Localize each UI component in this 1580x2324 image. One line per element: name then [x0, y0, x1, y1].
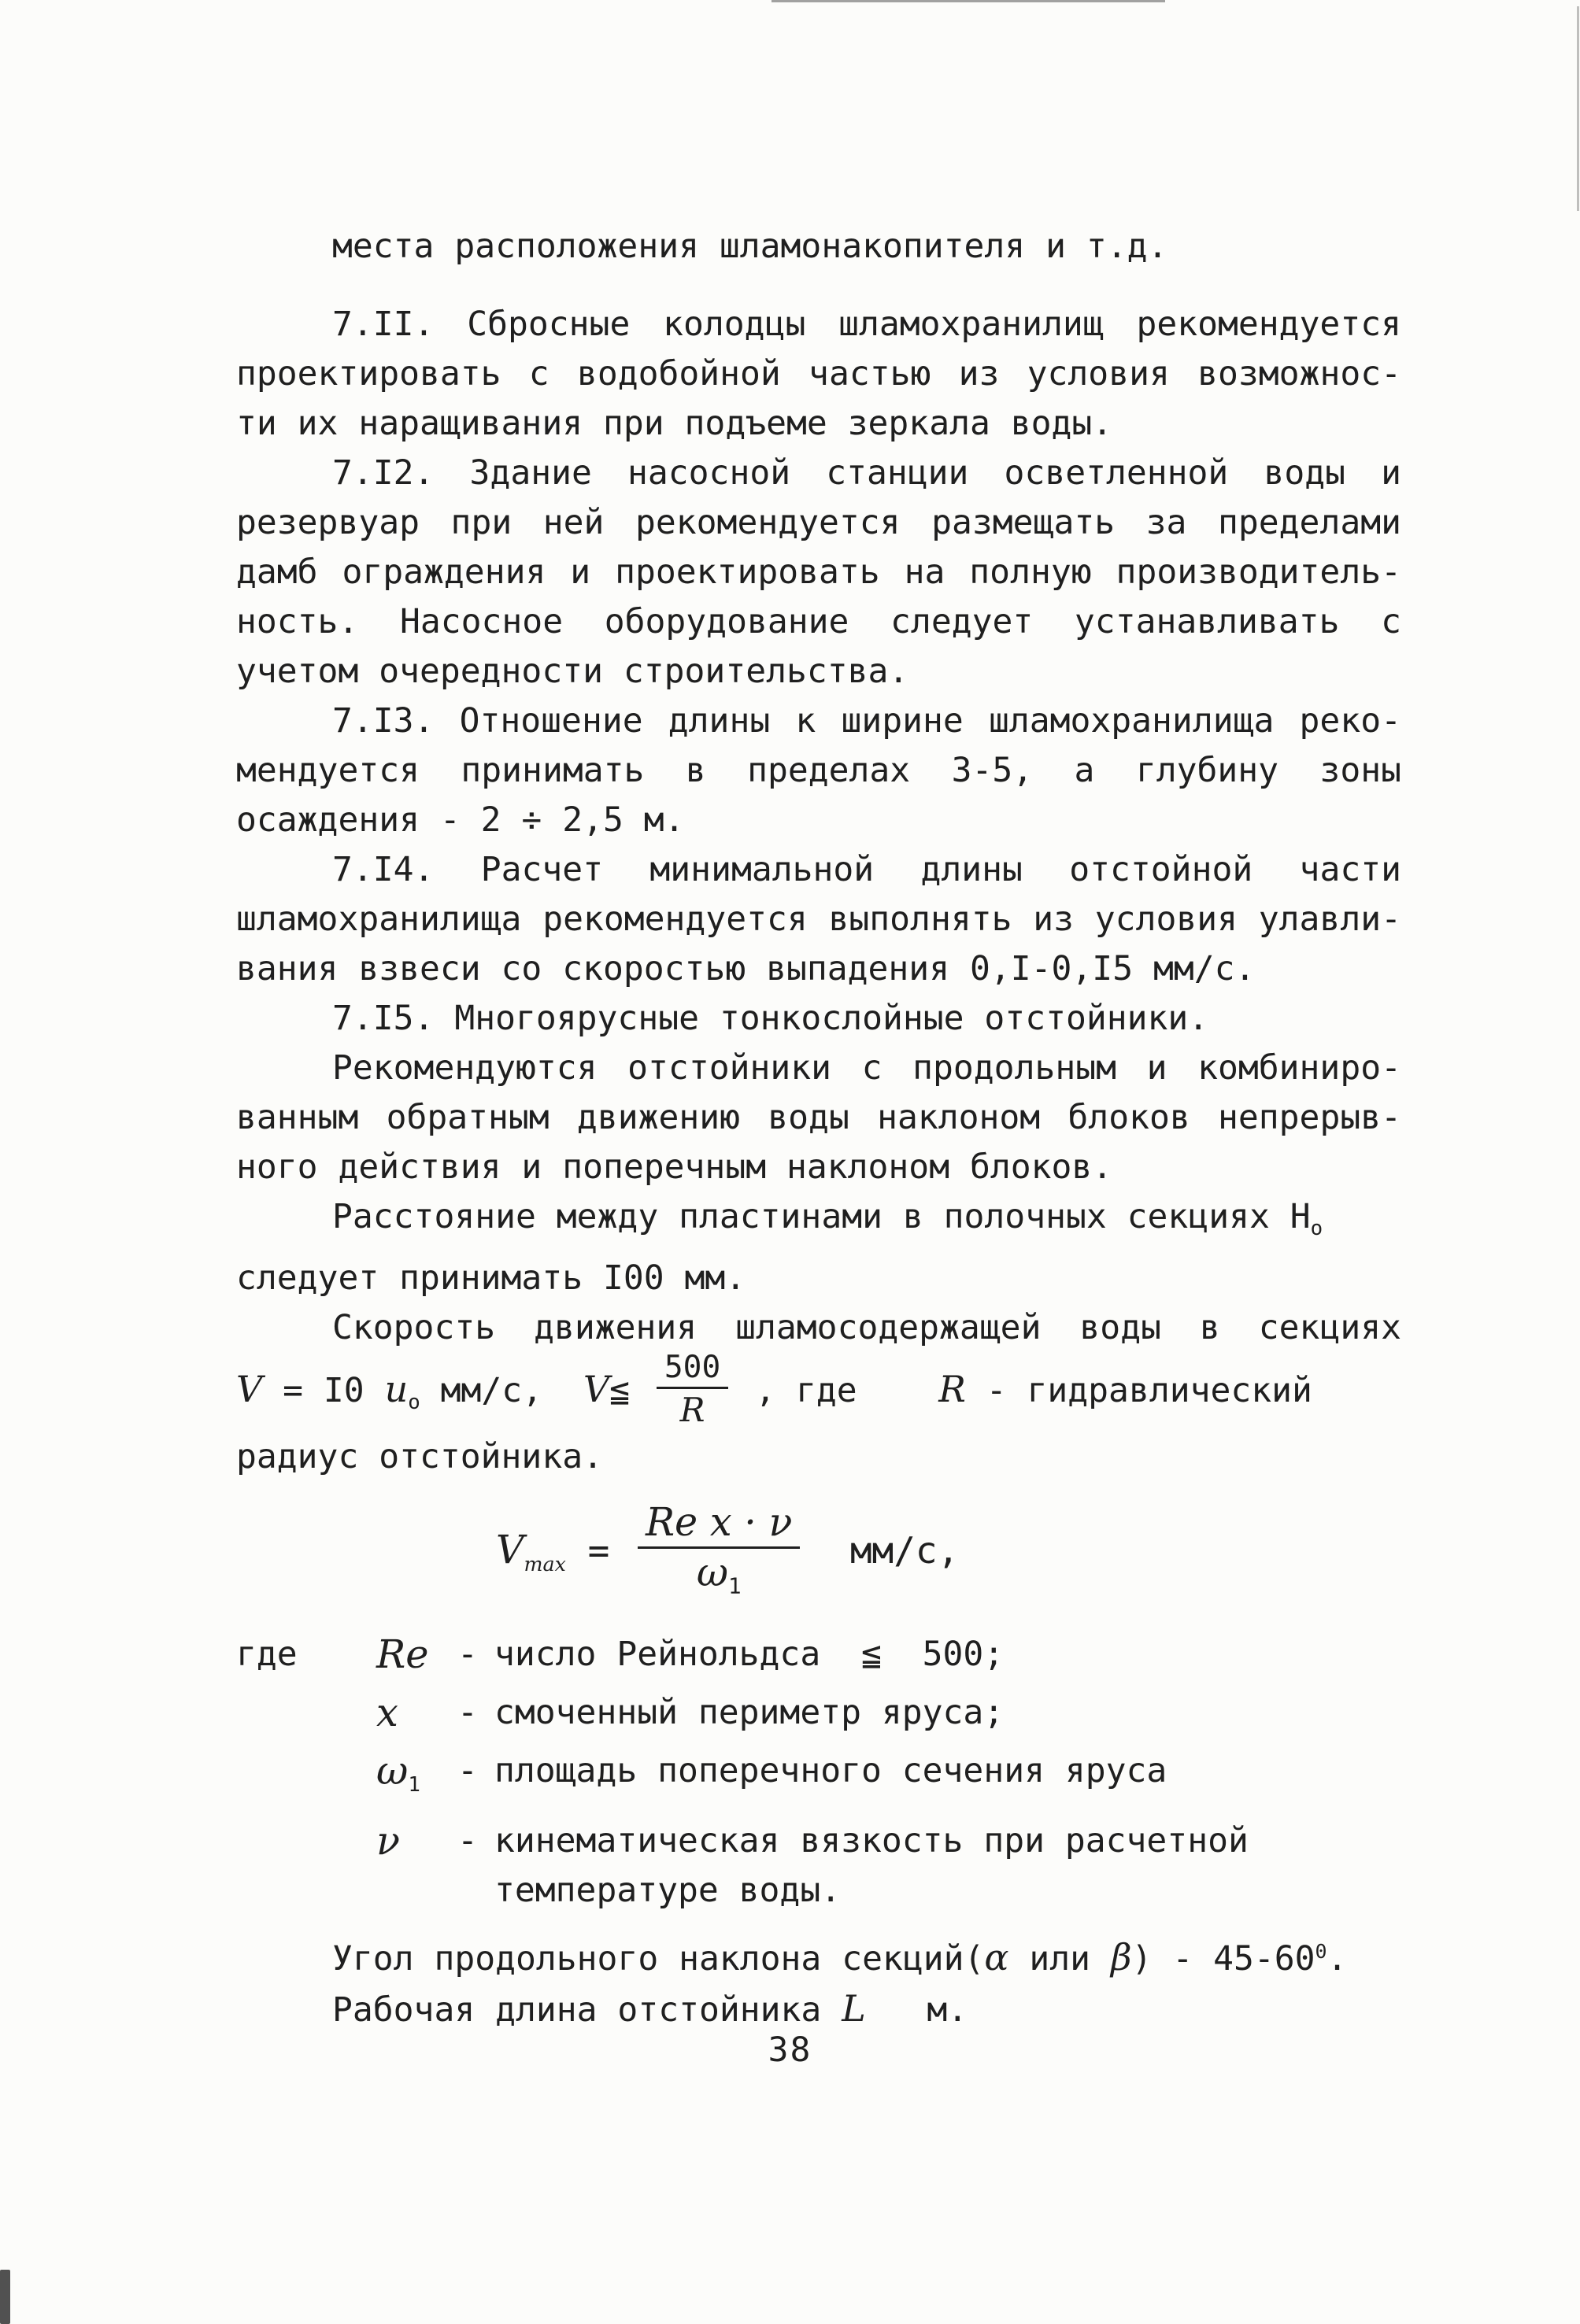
symbol-definitions [236, 1630, 1401, 1916]
math-symbol [376, 1630, 457, 1682]
scan-artifact [771, 0, 1165, 2]
text-run: или [1008, 1939, 1111, 1979]
dash: - [457, 1635, 478, 1675]
paragraph [236, 845, 1401, 994]
definition-text [494, 1630, 1401, 1682]
text-run: 7.II. Сбросные колодцы шламохранилищ рекомендуется [332, 305, 1401, 344]
text-run: Скорость движения шламосодержащей воды в секциях [332, 1308, 1401, 1348]
fraction [638, 1498, 800, 1599]
scan-artifact [1577, 6, 1579, 211]
fraction-denominator [680, 1389, 705, 1428]
text-line [236, 796, 1401, 845]
math-symbol: R [938, 1367, 966, 1410]
math-symbol: u [384, 1367, 409, 1410]
subscript: о [1310, 1217, 1323, 1241]
text-run: ность. Насосное оборудование следует устанавливать с [236, 602, 1401, 641]
definition-text [494, 1746, 1401, 1810]
math-symbol: V [583, 1367, 610, 1410]
text-run: - гидравлический [965, 1370, 1312, 1410]
text-line [236, 1254, 1401, 1303]
definition-text [494, 1816, 1401, 1916]
text-body [236, 222, 1401, 2035]
text-run: 7.I4. Расчет минимальной длины отстойной части [332, 850, 1401, 889]
math-symbol [376, 1746, 457, 1810]
math-symbol: ν [376, 1818, 401, 1864]
text-run: Расстояние между пластинами в полочных секциях Н [332, 1197, 1311, 1236]
deflist-lead [236, 1688, 376, 1740]
page-number: 38 [768, 2030, 812, 2070]
text-run: 7.I5. Многоярусные тонкослойные отстойники. [332, 999, 1209, 1038]
text-run: осаждения - 2 ÷ 2,5 м. [236, 800, 685, 840]
text-line [236, 1984, 1401, 2035]
deflist-lead [236, 1746, 376, 1810]
definition-row [236, 1688, 1401, 1740]
dash: - [457, 1751, 478, 1791]
text-line [236, 746, 1401, 796]
math-symbol [376, 1688, 457, 1740]
math-symbol: L [842, 1987, 866, 2030]
text-line: число Рейнольдса ≦ 500; [494, 1635, 1005, 1675]
text-run: мендуется принимать в пределах 3-5, а глубину зоны [236, 751, 1401, 790]
text-run: шламохранилища рекомендуется выполнять из условия улавли- [236, 900, 1401, 939]
superscript: 0 [1315, 1940, 1327, 1964]
text-run: Рекомендуются отстойники с продольным и комбиниро- [332, 1048, 1401, 1088]
math-symbol: Re x · ν [645, 1498, 793, 1545]
text-line: смоченный периметр яруса; [494, 1693, 1005, 1733]
text-line [236, 647, 1401, 696]
text-line [236, 1143, 1401, 1192]
fraction-numerator [638, 1498, 800, 1549]
paragraph [236, 696, 1401, 845]
text-line [236, 845, 1401, 895]
text-line [236, 597, 1401, 647]
text-line [236, 1192, 1401, 1254]
text-run: . [1327, 1939, 1348, 1979]
text-run: 500 [664, 1349, 721, 1386]
text-line [236, 1349, 1401, 1432]
text-line [236, 1044, 1401, 1093]
definition-row [236, 1746, 1401, 1810]
text-run: ного действия и поперечным наклоном блоков. [236, 1147, 1113, 1187]
math-symbol: R [679, 1391, 705, 1430]
text-run: вания взвеси со скоростью выпадения 0,I-0,I5 мм/с. [236, 949, 1256, 988]
text-run: проектировать с водобойной частью из условия возможнос- [236, 354, 1401, 393]
text-run: мм/с, [420, 1370, 583, 1410]
math-symbol [376, 1816, 457, 1916]
paragraph [236, 994, 1401, 1044]
definition-text [494, 1688, 1401, 1740]
text-line [236, 548, 1401, 597]
paragraph [236, 1303, 1401, 1482]
paragraph [236, 1927, 1401, 2035]
text-run: места расположения шламонакопителя и т.д. [332, 227, 1168, 266]
text-run: Рабочая длина отстойника [332, 1990, 842, 2030]
deflist-lead [236, 1816, 376, 1916]
text-line [236, 399, 1401, 449]
text-run: дамб ограждения и проектировать на полную производитель- [236, 552, 1401, 592]
text-run: учетом очередности строительства. [236, 652, 909, 691]
text-line [236, 696, 1401, 746]
subscript: 1 [727, 1572, 742, 1599]
text-run: следует принимать I00 мм. [236, 1258, 746, 1299]
text-run: = [565, 1528, 631, 1572]
math-symbol: x [376, 1690, 398, 1736]
text-line [236, 895, 1401, 944]
dash: - [457, 1821, 478, 1861]
text-run: резервуар при ней рекомендуется размещать за пределами [236, 503, 1401, 542]
math-symbol: β [1110, 1936, 1132, 1979]
text-run: 7.I3. Отношение длины к ширине шламохранилища реко- [332, 701, 1401, 741]
math-symbol: ω [376, 1748, 409, 1794]
text-line [236, 449, 1401, 498]
display-formula [236, 1498, 1401, 1602]
text-line [236, 1303, 1401, 1353]
text-run: , где [734, 1370, 939, 1410]
subscript: о [408, 1390, 420, 1414]
text-line [236, 300, 1401, 349]
deflist-lead: где [236, 1635, 298, 1675]
paragraph [236, 1192, 1401, 1303]
text-run: = I0 [262, 1370, 385, 1410]
text-line: площадь поперечного сечения яруса [494, 1751, 1167, 1791]
math-symbol: ω [696, 1549, 728, 1595]
dash: - [457, 1693, 478, 1733]
subscript: max [524, 1552, 566, 1576]
paragraph [236, 300, 1401, 449]
text-line: кинематическая вязкость при расчетной [494, 1821, 1249, 1861]
math-symbol: Re [376, 1631, 429, 1678]
definition-row [236, 1816, 1401, 1916]
math-symbol: V [236, 1367, 263, 1410]
text-run: м. [865, 1990, 968, 2030]
fraction-denominator [697, 1549, 742, 1599]
scan-artifact [0, 2270, 10, 2324]
definition-row [236, 1630, 1401, 1682]
paragraph [236, 1044, 1401, 1192]
paragraph [236, 222, 1401, 272]
text-line [236, 1093, 1401, 1143]
math-symbol: α [984, 1936, 1009, 1979]
fraction [657, 1350, 728, 1429]
text-line [236, 222, 1401, 272]
subscript: 1 [408, 1773, 420, 1797]
paragraph [236, 449, 1401, 696]
text-run: ) - 45-60 [1131, 1939, 1315, 1979]
text-line [236, 994, 1401, 1044]
text-line [236, 498, 1401, 548]
fraction-numerator [657, 1350, 728, 1389]
text-line: температуре воды. [494, 1871, 842, 1911]
text-line [236, 1432, 1401, 1482]
text-run: 7.I2. Здание насосной станции осветленной воды и [332, 453, 1401, 493]
text-run: Угол продольного наклона секций( [332, 1939, 985, 1979]
text-line [236, 349, 1401, 399]
text-run: ≦ [609, 1370, 650, 1410]
text-line [236, 1927, 1401, 1984]
text-run: мм/с, [806, 1528, 960, 1572]
text-run: радиус отстойника. [236, 1436, 603, 1476]
math-symbol: V [496, 1526, 524, 1572]
text-run: ванным обратным движению воды наклоном блоков непрерыв- [236, 1098, 1401, 1137]
text-line [236, 944, 1401, 994]
text-run: ти их наращивания при подъеме зеркала воды. [236, 404, 1113, 443]
